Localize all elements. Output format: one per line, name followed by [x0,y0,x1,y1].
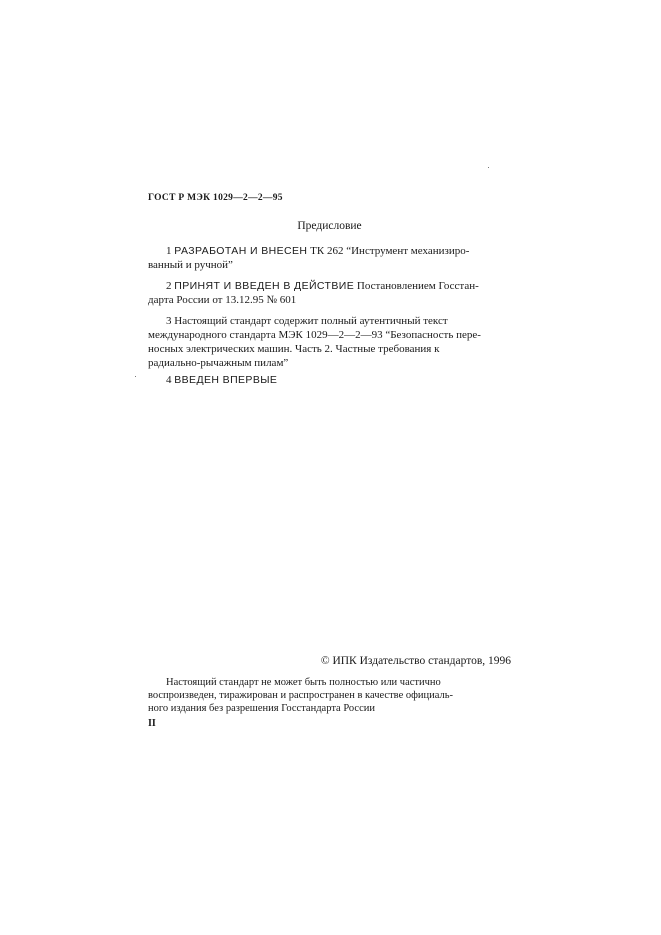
item-number: 4 [166,374,172,386]
item-lead: РАЗРАБОТАН И ВНЕСЕН [174,245,308,257]
preface-item-1-line-1 [148,244,511,258]
preface-item-3-line-1 [148,314,511,328]
preface-item-3-line-4: радиально-рычажным пилам” [148,357,289,369]
item-text: Постановлением Госстан- [354,280,479,292]
item-lead: ПРИНЯТ И ВВЕДЕН В ДЕЙСТВИЕ [174,280,355,292]
item-number: 2 [166,280,172,292]
preface-item-4 [148,373,511,387]
scan-speck [135,376,136,377]
copyright-line: © ИПК Издательство стандартов, 1996 [320,655,511,667]
notice-line-1: Настоящий стандарт не может быть полностью или частично [166,677,441,688]
preface-item-3-line-2: международного стандарта МЭК 1029—2—2—93 “Безопасность пере- [148,329,481,341]
item-text: Настоящий стандарт содержит полный аутентичный текст [174,315,448,327]
item-number: 3 [166,315,172,327]
item-number: 1 [166,245,172,257]
preface-item-1-line-2: ванный и ручной” [148,259,233,271]
preface-item-3-line-3: носных электрических машин. Часть 2. Частные требования к [148,343,440,355]
scan-speck [488,167,489,168]
notice-line-3: ного издания без разрешения Госстандарта России [148,703,375,714]
reproduction-notice [148,676,511,715]
page-number: II [148,718,156,729]
preface-item-2-line-1 [148,279,511,293]
item-text: ТК 262 “Инструмент механизиро- [307,245,470,257]
item-lead: ВВЕДЕН ВПЕРВЫЕ [174,374,278,386]
preface-item-1 [148,244,511,272]
preface-item-2 [148,279,511,307]
notice-line-2: воспроизведен, тиражирован и распространен в качестве официаль- [148,690,454,701]
preface-item-2-line-2: дарта России от 13.12.95 № 601 [148,294,297,306]
standard-code: ГОСТ Р МЭК 1029—2—2—95 [148,193,283,203]
preface-title: Предисловие [297,220,362,232]
preface-item-3 [148,314,511,370]
preface-item-4-line-1 [148,373,511,387]
